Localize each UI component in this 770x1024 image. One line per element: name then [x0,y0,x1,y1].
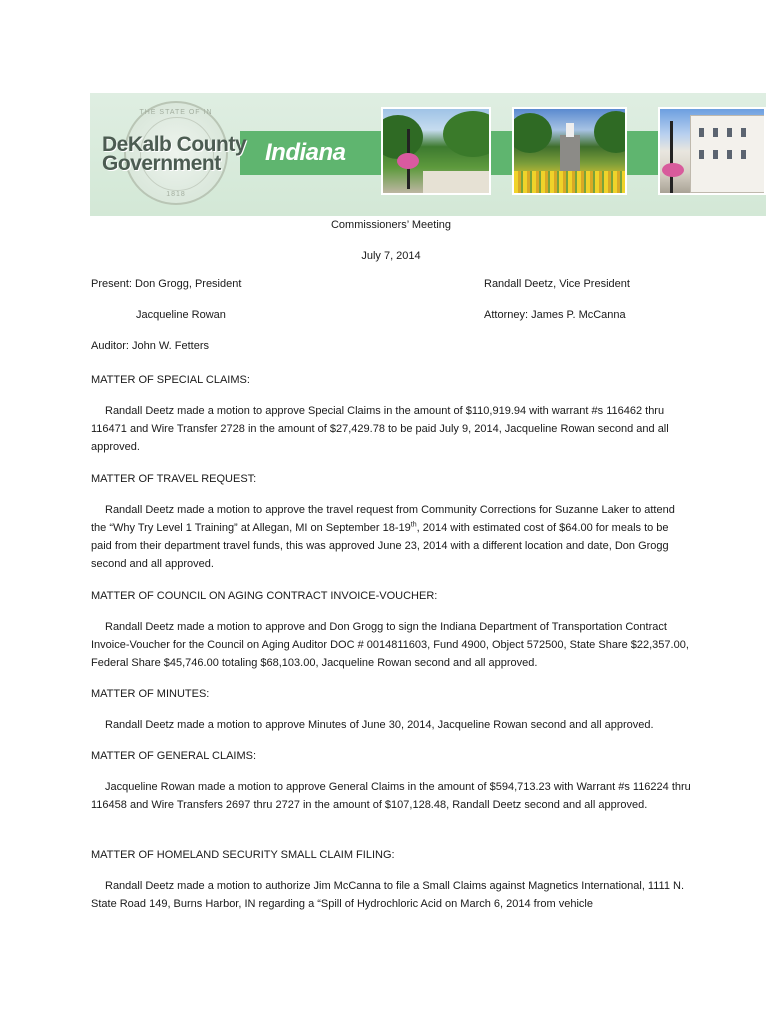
section-heading: MATTER OF TRAVEL REQUEST: [91,473,257,485]
section-heading: MATTER OF SPECIAL CLAIMS: [91,374,250,386]
window [741,128,746,137]
lamp-post [670,121,673,193]
window [727,150,732,159]
courthouse-building [690,115,766,193]
section-text: Randall Deetz made a motion to approve and Don Grogg to sign the Indiana Department of Transportation Contract Invoice-Voucher for the Council on Aging Auditor DOC # 0014811603, Fund 4900, Object 572500, State Share $22,357.00, Federal Share $45,746.00 totaling $68,103.00, Jacqueline Rowan second and all approved. [91,621,689,669]
window [699,128,704,137]
flower-basket [397,153,419,169]
meeting-title: Commissioners’ Meeting [330,219,452,231]
flower-bed [514,171,627,195]
tree [512,113,552,153]
section-text [91,501,691,573]
window [713,128,718,137]
member-line: Jacqueline Rowan [136,309,226,321]
tree [443,111,491,157]
text-part: , 2014 with estimated cost of $64.00 for meals to be paid from their department travel funds, this was approved June 23, 2014 with a different location and date, Don Grogg second and all approved. [91,522,669,570]
meeting-date: July 7, 2014 [361,250,421,262]
monument [560,135,580,171]
section-heading: MATTER OF MINUTES: [91,688,210,700]
window [699,150,704,159]
section-heading: MATTER OF HOMELAND SECURITY SMALL CLAIM FILING: [91,849,395,861]
section-text: Jacqueline Rowan made a motion to approve General Claims in the amount of $594,713.23 with Warrant #s 116224 thru 116458 and Wire Transfers 2697 thru 2727 in the amount of $107,128.48, Randall Deetz second and all approved. [91,781,691,811]
section-text: Randall Deetz made a motion to approve Special Claims in the amount of $110,919.94 with warrant #s 116462 thru 116471 and Wire Transfer 2728 in the amount of $27,429.78 to be paid July 9, 2014, Jacqueline Rowan second and all approved. [91,405,669,453]
pathway [423,171,491,193]
county-logo-text [102,135,246,173]
header-banner [90,93,766,216]
tree [594,111,627,153]
auditor-line: Auditor: John W. Fetters [91,340,209,352]
gov-line1: DeKalb County [102,133,247,156]
present-line: Present: Don Grogg, President [91,278,242,290]
vice-president-line: Randall Deetz, Vice President [484,278,630,290]
gov-line2: Government [102,152,221,175]
seal-top-text: THE STATE OF IN [139,109,213,116]
state-name: Indiana [265,139,346,166]
park-photo [381,107,491,195]
superscript: th [410,521,417,529]
section-text: Randall Deetz made a motion to authorize Jim McCanna to file a Small Claims against Magnetics International, 1111 N. State Road 149, Burns Harbor, IN regarding a “Spill of Hydrochloric Acid on March 6, 2014 from vehicle [91,880,685,910]
courthouse-photo [658,107,766,195]
attorney-line: Attorney: James P. McCanna [484,309,626,321]
section-text: Randall Deetz made a motion to approve Minutes of June 30, 2014, Jacqueline Rowan second and all approved. [105,719,654,731]
text-part: Randall Deetz made a motion to approve the travel request from Community Corrections for Suzanne Laker to attend the “Why Try Level 1 Training” at Allegan, MI on September 18-19 [91,504,675,534]
window [727,128,732,137]
monument-top [566,123,574,137]
tree [381,115,423,159]
window [713,150,718,159]
seal-year: 1818 [166,191,186,198]
window [741,150,746,159]
section-heading: MATTER OF COUNCIL ON AGING CONTRACT INVOICE-VOUCHER: [91,590,438,602]
flower-basket [662,163,684,177]
monument-photo [512,107,627,195]
section-heading: MATTER OF GENERAL CLAIMS: [91,750,257,762]
